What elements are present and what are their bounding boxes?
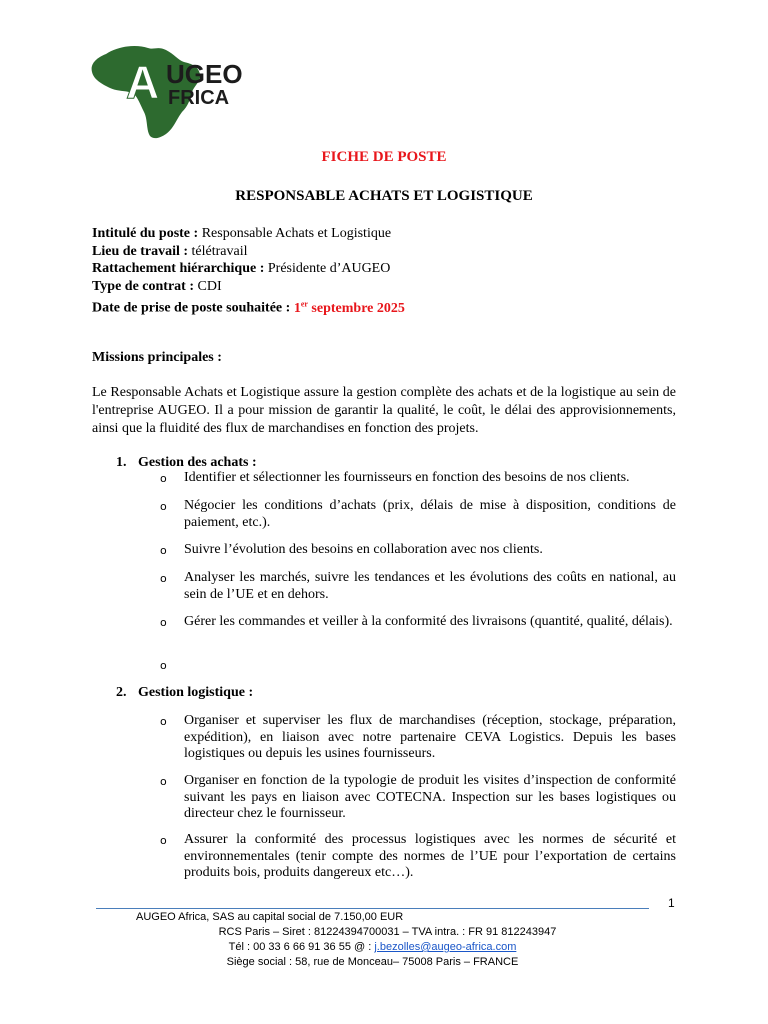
info-row	[92, 225, 405, 243]
info-label: Lieu de travail :	[92, 243, 189, 259]
info-value: Responsable Achats et Logistique	[198, 226, 392, 241]
info-value: télétravail	[188, 243, 248, 259]
logo-letter: A	[126, 56, 160, 108]
info-label: Type de contrat :	[92, 278, 194, 294]
start-date-row	[92, 295, 405, 317]
info-label: Rattachement hiérarchique :	[92, 261, 265, 276]
info-row	[92, 278, 405, 296]
job-info-block	[92, 225, 405, 317]
footer-contact: Tél : 00 33 6 66 91 36 55 @ : j.bezolles@augeo-africa.com	[228, 941, 517, 953]
job-title-heading: RESPONSABLE ACHATS ET LOGISTIQUE	[235, 188, 533, 204]
email-link[interactable]: j.bezolles@augeo-africa.com	[374, 941, 517, 953]
info-label: Intitulé du poste :	[92, 226, 199, 241]
footer-address: Siège social : 58, rue de Monceau– 75008 Paris – FRANCE	[226, 956, 519, 968]
fiche-heading: FICHE DE POSTE	[321, 149, 447, 165]
footer-registration: RCS Paris – Siret : 81224394700031 – TVA intra. : FR 91 812243947	[218, 926, 557, 938]
footer-divider	[96, 908, 649, 909]
section-heading: 2. Gestion logistique :	[116, 685, 254, 700]
page-number: 1	[668, 896, 675, 910]
logo-line2: FRICA	[168, 87, 230, 109]
start-date-value: 1er septembre 2025	[293, 299, 405, 316]
footer-company: AUGEO Africa, SAS au capital social de 7.150,00 EUR	[136, 911, 404, 923]
info-row	[92, 260, 405, 278]
section-heading: 1. Gestion des achats :	[116, 455, 257, 470]
start-date-label: Date de prise de poste souhaitée :	[92, 300, 291, 316]
intro-paragraph: Le Responsable Achats et Logistique assure la gestion complète des achats et de la logistique au sein de l'entreprise AUGEO. Il a pour mission de garantir la qualité, le coût, le délai des approvisionnements, ainsi que la fluidité des flux de marchandises en fonction des projets.	[92, 385, 676, 436]
info-value: Présidente d’AUGEO	[264, 261, 391, 276]
logo-line1: UGEO	[166, 59, 243, 89]
missions-heading: Missions principales :	[92, 350, 222, 365]
info-row	[92, 243, 405, 261]
company-logo	[88, 40, 263, 145]
page-footer	[96, 910, 649, 970]
info-value: CDI	[194, 278, 222, 294]
